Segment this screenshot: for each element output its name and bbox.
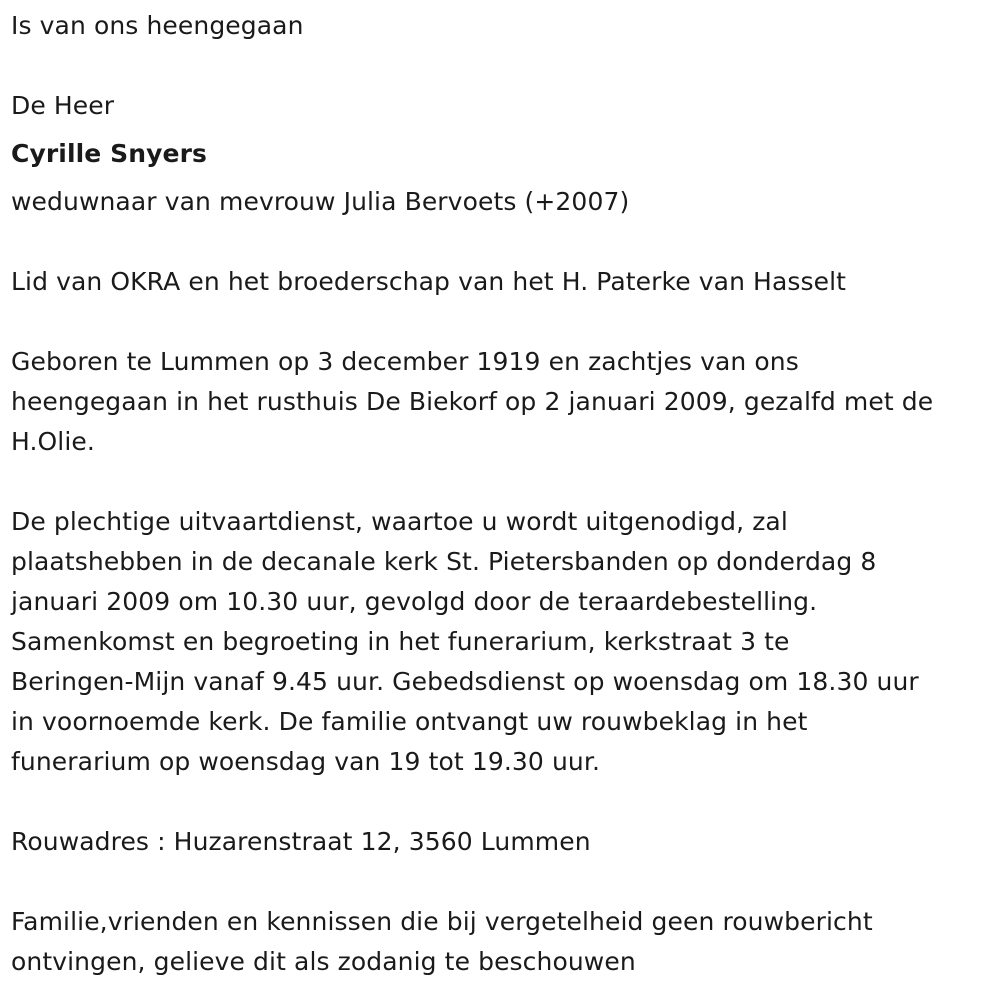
spacer [11, 174, 991, 182]
service-paragraph [11, 502, 991, 782]
service-line: in voornoemde kerk. De familie ontvangt uw rouwbeklag in het [11, 707, 808, 736]
closing-paragraph [11, 902, 991, 982]
service-line: januari 2009 om 10.30 uur, gevolgd door de teraardebestelling. [11, 587, 818, 616]
birth-line: Geboren te Lummen op 3 december 1919 en zachtjes van ons [11, 347, 799, 376]
death-notice [11, 6, 991, 982]
service-line: plaatshebben in de decanale kerk St. Pietersbanden op donderdag 8 [11, 547, 877, 576]
mourning-address: Rouwadres : Huzarenstraat 12, 3560 Lummen [11, 827, 591, 856]
spacer [11, 302, 991, 342]
service-line: funerarium op woensdag van 19 tot 19.30 uur. [11, 747, 600, 776]
spacer [11, 782, 991, 822]
spacer [11, 462, 991, 502]
closing-line: Familie,vrienden en kennissen die bij vergetelheid geen rouwbericht [11, 907, 873, 936]
service-line: Beringen-Mijn vanaf 9.45 uur. Gebedsdienst op woensdag om 18.30 uur [11, 667, 919, 696]
closing-line: ontvingen, gelieve dit als zodanig te beschouwen [11, 947, 636, 976]
widower-text: weduwnaar van mevrouw Julia Bervoets (+2007) [11, 187, 630, 216]
birth-line: H.Olie. [11, 427, 95, 456]
deceased-name: Cyrille Snyers [11, 139, 208, 168]
service-line: Samenkomst en begroeting in het funerarium, kerkstraat 3 te [11, 627, 790, 656]
birth-paragraph [11, 342, 991, 462]
birth-line: heengegaan in het rusthuis De Biekorf op 2 januari 2009, gezalfd met de [11, 387, 934, 416]
spacer [11, 46, 991, 86]
spacer [11, 126, 991, 134]
spacer [11, 222, 991, 262]
service-line: De plechtige uitvaartdienst, waartoe u wordt uitgenodigd, zal [11, 507, 788, 536]
intro-text: Is van ons heengegaan [11, 11, 304, 40]
honorific: De Heer [11, 91, 115, 120]
spacer [11, 862, 991, 902]
membership-text: Lid van OKRA en het broederschap van het H. Paterke van Hasselt [11, 267, 847, 296]
